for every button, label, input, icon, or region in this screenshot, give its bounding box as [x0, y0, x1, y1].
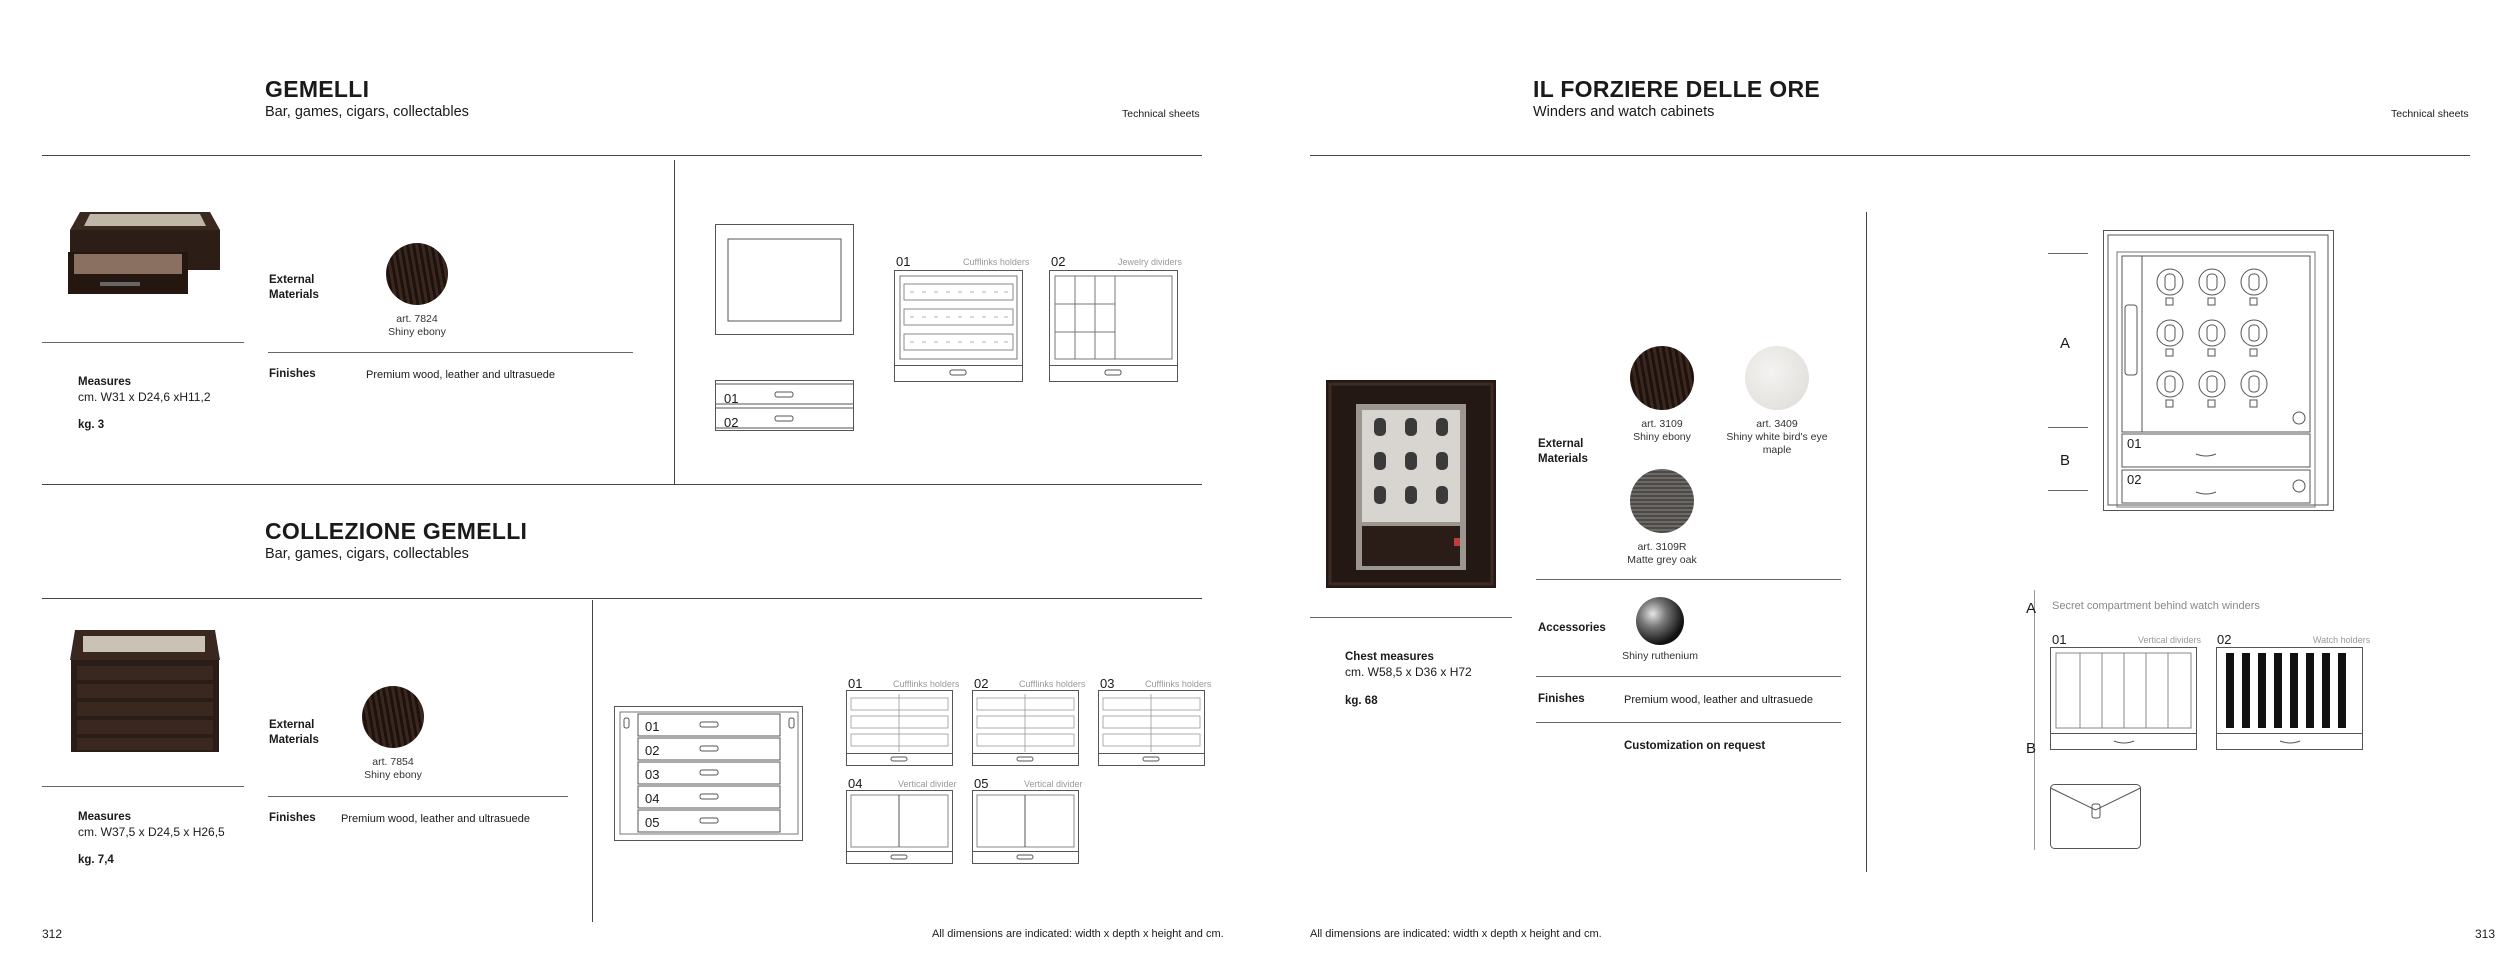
forziere-swatch-maple-name: Shiny white bird's eye maple: [1726, 431, 1828, 456]
forziere-external-materials-label: External Materials: [1538, 438, 1588, 465]
collezione-subtitle: Bar, games, cigars, collectables: [265, 546, 469, 562]
header-divider-right: [1310, 155, 2470, 156]
collezione-insert-02-num: 02: [974, 676, 989, 691]
diagram-label-b: B: [2060, 452, 2071, 469]
collezione-insert-04-num: 04: [848, 776, 863, 791]
collezione-drawer-04: 04: [645, 791, 660, 806]
collezione-insert-03-num: 03: [1100, 676, 1115, 691]
forziere-accessories-label: Accessories: [1538, 622, 1606, 634]
detail-bracket-line: [2034, 590, 2035, 850]
collezione-measures-value: cm. W37,5 x D24,5 x H26,5: [78, 825, 225, 839]
forziere-finishes-value: Premium wood, leather and ultrasuede: [1624, 694, 1813, 706]
collezione-insert-04-label: Vertical divider: [898, 779, 957, 789]
forziere-swatch-maple-art: art. 3409: [1756, 418, 1798, 430]
forziere-drawer-01: 01: [2127, 436, 2142, 451]
collezione-drawer-02: 02: [645, 743, 660, 758]
header-divider-left: [42, 155, 1202, 156]
detail-insert-02-num: 02: [2217, 632, 2232, 647]
forziere-accessory-name: Shiny ruthenium: [1622, 650, 1698, 662]
collezione-insert-03-label: Cufflinks holders: [1145, 679, 1212, 689]
forziere-section-vdivider: [1866, 212, 1867, 872]
diagram-a-top-tick: [2048, 253, 2088, 254]
forziere-subtitle: Winders and watch cabinets: [1533, 104, 1715, 120]
collezione-title: COLLEZIONE GEMELLI: [265, 518, 528, 544]
gemelli-measures-divider: [42, 342, 244, 343]
gemelli-weight: kg. 3: [78, 419, 105, 431]
technical-sheets-left: Technical sheets: [1122, 108, 1200, 120]
collezione-insert-01-num: 01: [848, 676, 863, 691]
gemelli-insert-01-label: Cufflinks holders: [963, 257, 1030, 267]
forziere-customization: Customization on request: [1624, 740, 1766, 752]
diagram-a-bottom-tick: [2048, 427, 2088, 428]
detail-label-b: B: [2026, 740, 2037, 757]
collezione-inserts-row1: [846, 690, 1206, 770]
detail-envelope-drawing: [2050, 780, 2142, 850]
gemelli-insert-01-drawing: [894, 270, 1024, 385]
gemelli-lid-drawing: [715, 224, 855, 336]
forziere-accessory-ruthenium: [1636, 597, 1684, 645]
collezione-insert-02-label: Cufflinks holders: [1019, 679, 1086, 689]
forziere-product-photo: [1326, 380, 1496, 588]
footer-note-left: All dimensions are indicated: width x depth x height and cm.: [932, 928, 1224, 940]
gemelli-insert-01-num: 01: [896, 254, 911, 269]
forziere-measures-divider: [1310, 617, 1512, 618]
forziere-swatch-ebony-name: Shiny ebony: [1633, 431, 1691, 443]
collezione-insert-05-label: Vertical divider: [1024, 779, 1083, 789]
collezione-insert-01-label: Cufflinks holders: [893, 679, 960, 689]
collezione-product-photo: [65, 622, 225, 762]
detail-insert-01-label: Vertical dividers: [2138, 635, 2202, 645]
technical-sheets-right: Technical sheets: [2391, 108, 2469, 120]
collezione-swatch-name: Shiny ebony: [364, 769, 422, 781]
gemelli-finishes-value: Premium wood, leather and ultrasuede: [366, 369, 555, 381]
forziere-swatch-grey-oak-art: art. 3109R: [1637, 541, 1687, 553]
collezione-header-divider: [42, 598, 1202, 599]
collezione-drawer-03: 03: [645, 767, 660, 782]
forziere-swatch-grey-oak: [1630, 469, 1694, 533]
collezione-inserts-row2: [846, 790, 1086, 866]
collezione-finishes-label: Finishes: [269, 812, 316, 824]
collezione-weight: kg. 7,4: [78, 854, 114, 866]
forziere-measures-value: cm. W58,5 x D36 x H72: [1345, 665, 1472, 679]
gemelli-swatch-art: art. 7824: [396, 313, 438, 325]
detail-insert-01-drawing: [2050, 647, 2198, 755]
page-number-right: 313: [2475, 927, 2496, 941]
forziere-finishes-divider: [1536, 722, 1841, 723]
collezione-drawer-01: 01: [645, 719, 660, 734]
collezione-materials-divider: [268, 796, 568, 797]
forziere-swatch-ebony: [1630, 346, 1694, 410]
detail-label-a: A: [2026, 600, 2037, 617]
collezione-drawer-05: 05: [645, 815, 660, 830]
gemelli-drawer-02: 02: [724, 415, 739, 430]
diagram-label-a: A: [2060, 335, 2071, 352]
footer-note-right: All dimensions are indicated: width x depth x height and cm.: [1310, 928, 1602, 940]
collezione-finishes-value: Premium wood, leather and ultrasuede: [341, 813, 530, 825]
forziere-measures-label: Chest measures: [1345, 651, 1434, 663]
forziere-swatch-ebony-art: art. 3109: [1641, 418, 1683, 430]
forziere-weight: kg. 68: [1345, 695, 1378, 707]
forziere-swatch-grey-oak-name: Matte grey oak: [1627, 554, 1697, 566]
forziere-cabinet-drawing: [2103, 230, 2335, 512]
gemelli-insert-02-label: Jewelry dividers: [1118, 257, 1183, 267]
collezione-measures-label: Measures: [78, 811, 132, 823]
gemelli-title: GEMELLI: [265, 76, 370, 102]
gemelli-insert-02-drawing: [1049, 270, 1179, 385]
gemelli-materials-divider: [268, 352, 633, 353]
collezione-measures-divider: [42, 786, 244, 787]
detail-insert-01-num: 01: [2052, 632, 2067, 647]
forziere-swatch-maple: [1745, 346, 1809, 410]
gemelli-measures-label: Measures: [78, 376, 132, 388]
diagram-b-bottom-tick: [2048, 490, 2088, 491]
page-number-left: 312: [42, 927, 63, 941]
forziere-finishes-label: Finishes: [1538, 693, 1585, 705]
gemelli-finishes-label: Finishes: [269, 368, 316, 380]
gemelli-section-vdivider: [674, 160, 675, 485]
collezione-swatch-art: art. 7854: [372, 756, 414, 768]
section-divider-left: [42, 484, 1202, 485]
detail-insert-02-label: Watch holders: [2313, 635, 2371, 645]
collezione-swatch-ebony: [362, 686, 424, 748]
collezione-external-materials-label: External Materials: [269, 719, 319, 746]
gemelli-swatch-ebony: [386, 243, 448, 305]
gemelli-measures-value: cm. W31 x D24,6 xH11,2: [78, 390, 211, 404]
forziere-accessories-divider: [1536, 676, 1841, 677]
collezione-insert-05-num: 05: [974, 776, 989, 791]
collezione-section-vdivider: [592, 600, 593, 922]
forziere-materials-divider: [1536, 579, 1841, 580]
detail-insert-02-drawing: [2216, 647, 2364, 755]
gemelli-subtitle: Bar, games, cigars, collectables: [265, 104, 469, 120]
gemelli-drawer-01: 01: [724, 391, 739, 406]
gemelli-insert-02-num: 02: [1051, 254, 1066, 269]
forziere-drawer-02: 02: [2127, 472, 2142, 487]
gemelli-swatch-name: Shiny ebony: [388, 326, 446, 338]
collezione-chest-drawing: [614, 706, 804, 842]
secret-compartment-label: Secret compartment behind watch winders: [2052, 600, 2260, 612]
gemelli-external-materials-label: External Materials: [269, 274, 319, 301]
forziere-title: IL FORZIERE DELLE ORE: [1533, 76, 1821, 102]
gemelli-product-photo: [60, 190, 230, 310]
